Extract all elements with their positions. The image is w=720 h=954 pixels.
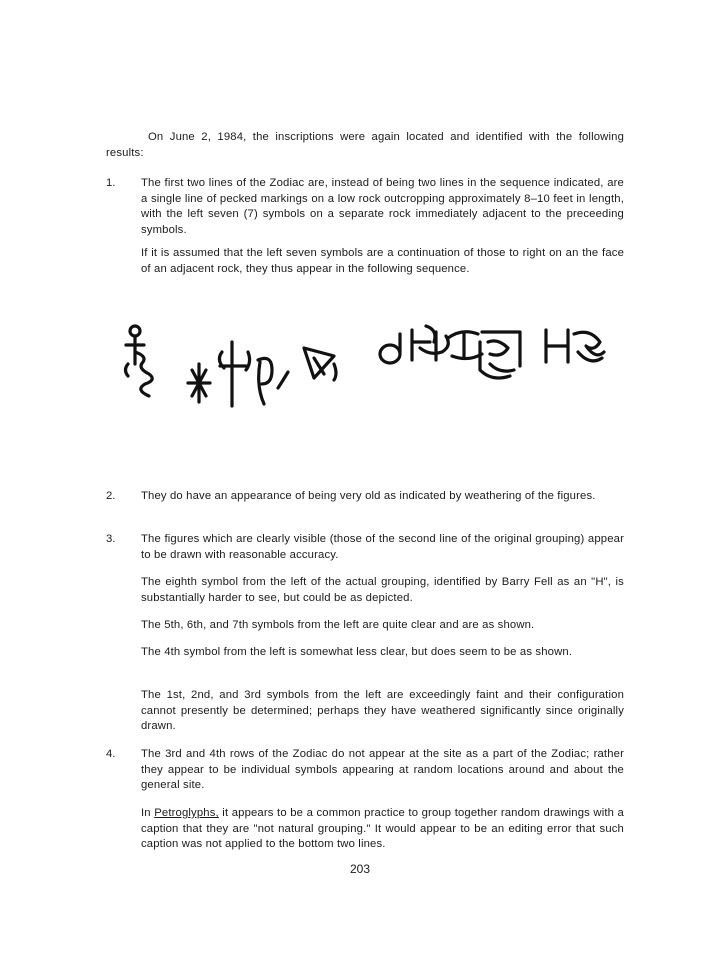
glyph-7 xyxy=(480,332,520,378)
item-paragraph: The first two lines of the Zodiac are, instead of being two lines in the sequence indicated, are a single line of pecked markings on a low rock outcropping approximately 8–10 feet in length, with the left seven (7) symbols on a separate rock immediately adjacent to the preceeding symbols. xyxy=(141,177,624,236)
item-paragraph: The 4th symbol from the left is somewhat less clear, but does seem to be as shown. xyxy=(141,646,573,658)
petroglyphs-term: Petroglyphs, xyxy=(154,807,219,819)
closing-rest: it appears to be a common practice to group together random drawings with a caption that they are "not natural grouping." It would appear to be an editing error that such caption was not applied to the bottom two lines. xyxy=(141,807,624,851)
intro-paragraph: On June 2, 1984, the inscriptions were again located and identified with the following results: xyxy=(106,131,624,159)
item-paragraph: If it is assumed that the left seven symbols are a continuation of those to right on an the face of an adjacent rock, they thus appear in the following sequence. xyxy=(141,247,624,275)
item-paragraph: The 1st, 2nd, and 3rd symbols from the left are exceedingly faint and their configuration cannot presently be determined; perhaps they have weathered significantly since originally drawn. xyxy=(141,689,624,733)
glyph-2 xyxy=(188,364,210,402)
item-paragraph: The eighth symbol from the left of the actual grouping, identified by Barry Fell as an "H", is substantially harder to see, but could be as depicted. xyxy=(141,576,624,604)
item-paragraph: The figures which are clearly visible (those of the second line of the original grouping) appear to be drawn with reasonable accuracy. xyxy=(141,533,624,561)
glyph-8 xyxy=(546,330,604,362)
page-number: 203 xyxy=(349,862,371,876)
glyph-3 xyxy=(219,342,288,406)
item-number: 2. xyxy=(106,490,116,502)
item-number: 3. xyxy=(106,533,116,545)
closing-paragraph xyxy=(141,806,624,853)
petroglyph-sequence-figure xyxy=(108,312,628,422)
glyph-5 xyxy=(380,334,400,363)
item-number: 1. xyxy=(106,177,116,189)
item-number: 4. xyxy=(106,748,116,760)
closing-prefix: In xyxy=(141,807,155,819)
glyph-1 xyxy=(126,326,153,396)
glyph-6 xyxy=(412,326,482,360)
item-paragraph: They do have an appearance of being very old as indicated by weathering of the figures. xyxy=(141,490,596,502)
glyph-4 xyxy=(304,348,336,380)
item-paragraph: The 3rd and 4th rows of the Zodiac do not appear at the site as a part of the Zodiac; rather they appear to be individual symbols appearing at random locations around and about the general site. xyxy=(141,748,624,792)
item-paragraph: The 5th, 6th, and 7th symbols from the left are quite clear and are as shown. xyxy=(141,619,535,631)
